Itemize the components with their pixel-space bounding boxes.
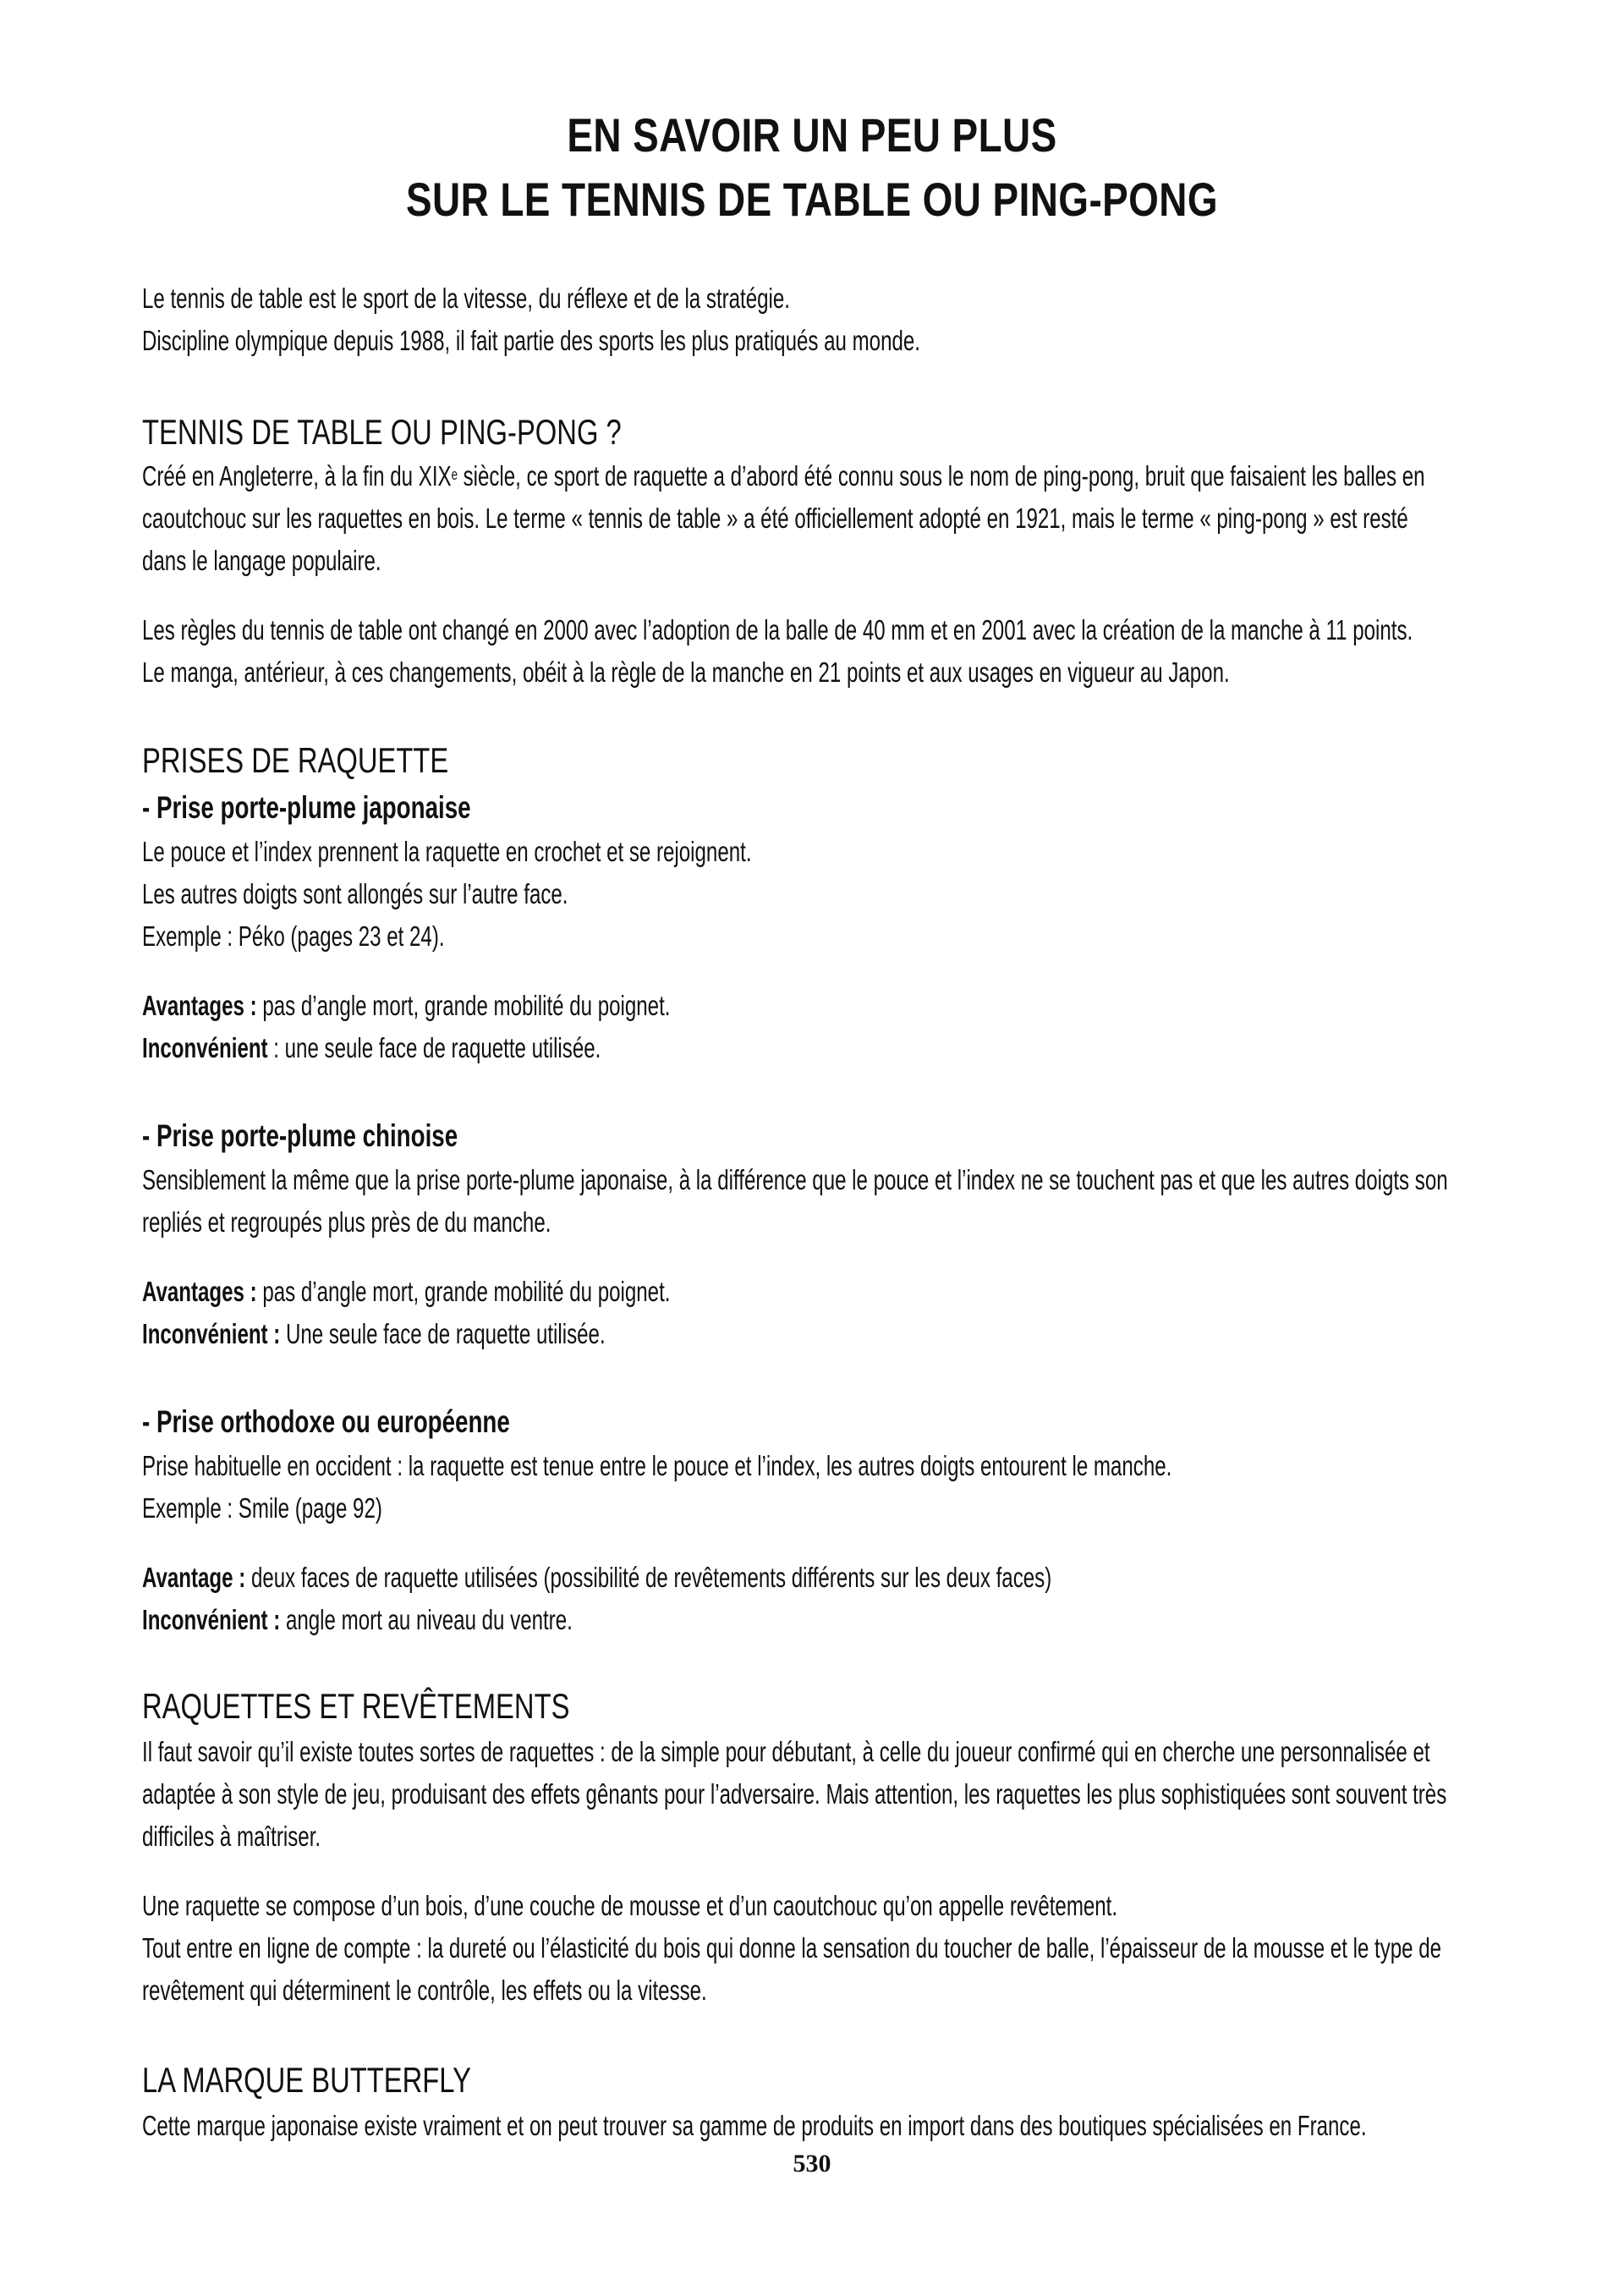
subheading-prise-chinoise: - Prise porte-plume chinoise: [142, 1118, 458, 1153]
prise-chinoise-pros-cons: [142, 1271, 1521, 1355]
prise-chinoise-description: [142, 1159, 1521, 1244]
paragraph-line: Cette marque japonaise existe vraiment et on peut trouver sa gamme de produits en import dans des boutiques spécialisées en France.: [142, 2110, 1367, 2141]
disadvantage-line: [142, 1599, 1521, 1641]
prise-europeenne-description: [142, 1445, 1521, 1530]
paragraph-line: Les règles du tennis de table ont changé en 2000 avec l’adoption de la balle de 40 mm et en 2001 avec la création de la manche à 11 points.: [142, 614, 1413, 645]
text-span: siècle, ce sport de raquette a d’abord été connu sous le nom de ping-pong, bruit que faisaient les balles en: [457, 460, 1425, 492]
disadvantage-text: angle mort au niveau du ventre.: [280, 1604, 573, 1635]
superscript: e: [451, 466, 458, 483]
intro-paragraph: [142, 277, 1521, 362]
advantages-label: Avantages :: [142, 990, 257, 1021]
subheading-prise-japonaise: - Prise porte-plume japonaise: [142, 790, 471, 825]
advantages-line: [142, 1271, 1521, 1313]
paragraph-line: Exemple : Péko (pages 23 et 24).: [142, 920, 445, 952]
paragraph-line: Prise habituelle en occident : la raquette est tenue entre le pouce et l’index, les autres doigts entourent le manche.: [142, 1450, 1172, 1481]
section-heading-butterfly: LA MARQUE BUTTERFLY: [142, 2060, 471, 2100]
paragraph-line: Le manga, antérieur, à ces changements, obéit à la règle de la manche en 21 points et aux usages en vigueur au Japon.: [142, 656, 1230, 688]
disadvantage-label: Inconvénient: [142, 1032, 268, 1063]
paragraph-line: revêtement qui déterminent le contrôle, les effets ou la vitesse.: [142, 1975, 707, 2006]
butterfly-paragraph: [142, 2105, 1521, 2147]
advantages-line: [142, 1557, 1521, 1599]
disadvantage-label: Inconvénient :: [142, 1604, 281, 1635]
raquettes-paragraph-1: [142, 1731, 1521, 1858]
paragraph-line: [142, 455, 1521, 497]
section-heading-raquettes: RAQUETTES ET REVÊTEMENTS: [142, 1686, 570, 1726]
prise-japonaise-description: [142, 831, 1521, 958]
paragraph-line: adaptée à son style de jeu, produisant des effets gênants pour l’adversaire. Mais attention, les raquettes les plus sophistiquées sont souvent très: [142, 1778, 1447, 1810]
intro-line: Discipline olympique depuis 1988, il fait partie des sports les plus pratiqués au monde.: [142, 325, 920, 356]
page-title-line-1: EN SAVOIR UN PEU PLUS: [567, 108, 1057, 162]
paragraph-line: Tout entre en ligne de compte : la dureté ou l’élasticité du bois qui donne la sensation du toucher de balle, l’épaisseur de la mousse et le type de: [142, 1932, 1442, 1964]
section-heading-tennis-de-table: TENNIS DE TABLE OU PING-PONG ?: [142, 412, 622, 452]
paragraph-line: caoutchouc sur les raquettes en bois. Le terme « tennis de table » a été officiellement adopté en 1921, mais le terme « ping-pong » est resté: [142, 503, 1408, 534]
disadvantage-text: : une seule face de raquette utilisée.: [267, 1032, 601, 1063]
disadvantage-line: [142, 1313, 1521, 1355]
paragraph-line: Le pouce et l’index prennent la raquette en crochet et se rejoignent.: [142, 836, 752, 867]
advantages-text: pas d’angle mort, grande mobilité du poignet.: [256, 990, 671, 1021]
disadvantage-label: Inconvénient :: [142, 1318, 281, 1349]
paragraph-line: dans le langage populaire.: [142, 545, 381, 576]
paragraph-line: repliés et regroupés plus près de du manche.: [142, 1206, 551, 1238]
raquettes-paragraph-2: [142, 1885, 1521, 2012]
subheading-prise-europeenne: - Prise orthodoxe ou européenne: [142, 1404, 510, 1439]
page-title-line-2: SUR LE TENNIS DE TABLE OU PING-PONG: [405, 173, 1219, 226]
tennis-de-table-paragraph-1: [142, 455, 1521, 582]
advantages-text: deux faces de raquette utilisées (possibilité de revêtements différents sur les deux faces): [245, 1562, 1052, 1593]
disadvantage-text: Une seule face de raquette utilisée.: [280, 1318, 606, 1349]
advantages-line: [142, 985, 1521, 1027]
disadvantage-line: [142, 1027, 1521, 1069]
prise-europeenne-pros-cons: [142, 1557, 1521, 1641]
page-number: 530: [793, 2150, 831, 2178]
advantages-text: pas d’angle mort, grande mobilité du poignet.: [256, 1276, 671, 1307]
text-span: Créé en Angleterre, à la fin du XIX: [142, 460, 452, 492]
tennis-de-table-paragraph-2: [142, 609, 1521, 694]
advantages-label: Avantage :: [142, 1562, 246, 1593]
advantages-label: Avantages :: [142, 1276, 257, 1307]
intro-line: Le tennis de table est le sport de la vitesse, du réflexe et de la stratégie.: [142, 283, 790, 314]
section-heading-prises: PRISES DE RAQUETTE: [142, 740, 449, 780]
paragraph-line: difficiles à maîtriser.: [142, 1821, 321, 1852]
page-title: [146, 103, 1478, 232]
prise-japonaise-pros-cons: [142, 985, 1521, 1069]
paragraph-line: Une raquette se compose d’un bois, d’une couche de mousse et d’un caoutchouc qu’on appelle revêtement.: [142, 1890, 1118, 1921]
paragraph-line: Il faut savoir qu’il existe toutes sortes de raquettes : de la simple pour débutant, à celle du joueur confirmé qui en cherche une personnalisée et: [142, 1736, 1430, 1767]
paragraph-line: Exemple : Smile (page 92): [142, 1492, 382, 1524]
paragraph-line: Les autres doigts sont allongés sur l’autre face.: [142, 878, 568, 909]
paragraph-line: Sensiblement la même que la prise porte-plume japonaise, à la différence que le pouce et l’index ne se touchent pas et que les autres doigts son: [142, 1164, 1448, 1195]
